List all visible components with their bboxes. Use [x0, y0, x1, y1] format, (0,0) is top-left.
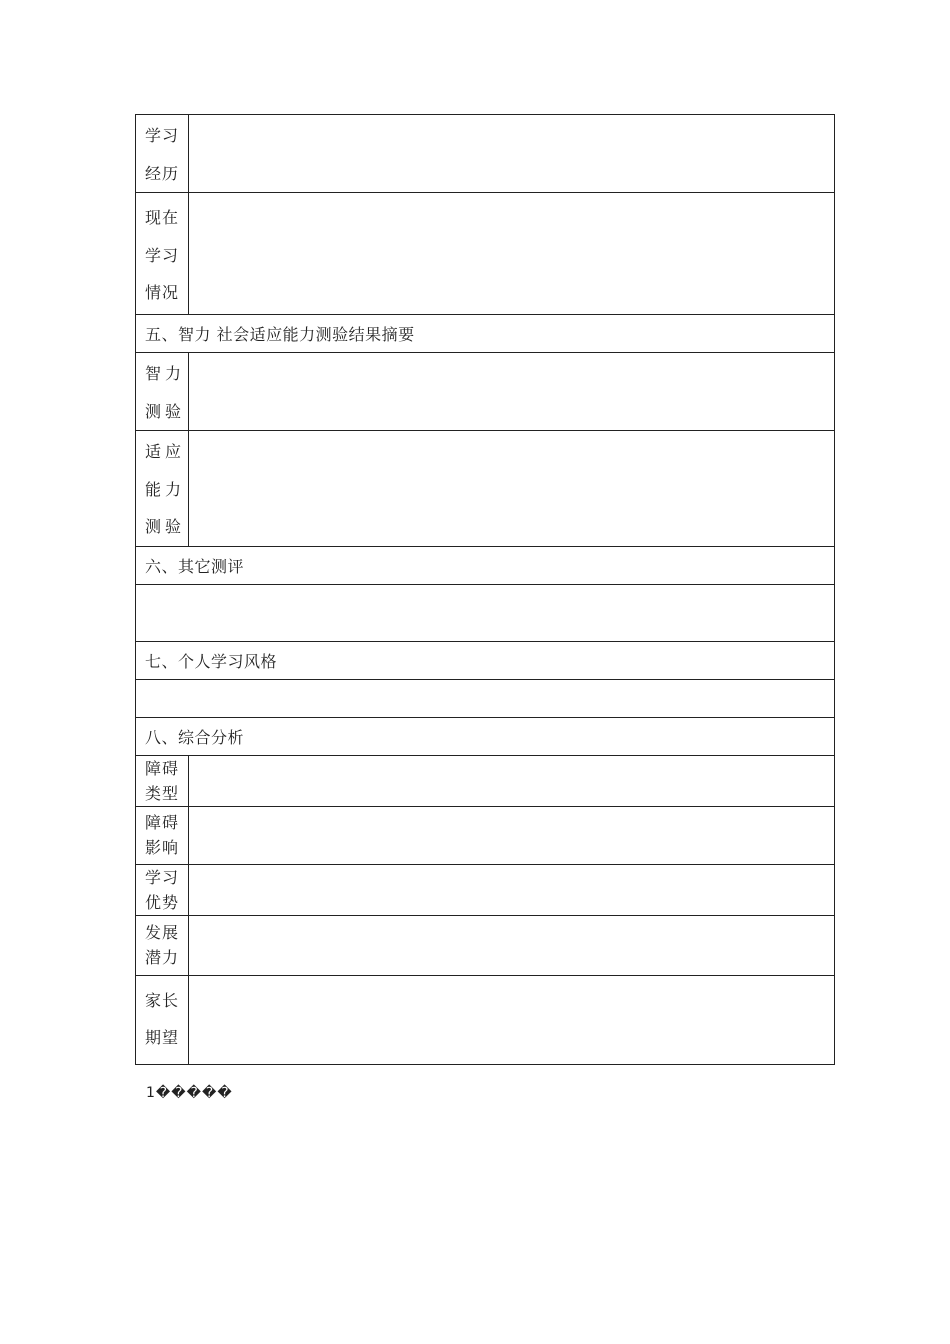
field-study-history[interactable]	[189, 115, 835, 193]
assessment-form-table	[135, 114, 835, 1065]
field-disability-type[interactable]	[189, 755, 835, 806]
row-disability-impact	[136, 806, 835, 864]
footer-note: 1�����	[146, 1085, 233, 1101]
label-development-potential: 发展 潜力	[136, 915, 189, 975]
row-adaptive-test	[136, 431, 835, 547]
label-disability-impact: 障碍 影响	[136, 806, 189, 864]
row-development-potential	[136, 915, 835, 975]
row-current-study	[136, 193, 835, 315]
field-current-study[interactable]	[189, 193, 835, 315]
row-parent-expectation	[136, 975, 835, 1064]
label-adaptive-test: 适应 能力 测验	[136, 431, 189, 547]
field-adaptive-test[interactable]	[189, 431, 835, 547]
row-section-8	[136, 717, 835, 755]
label-current-study: 现在 学习 情况	[136, 193, 189, 315]
row-section-5	[136, 315, 835, 353]
field-learning-style[interactable]	[136, 679, 835, 717]
section-heading-6: 六、其它测评	[136, 546, 835, 584]
label-iq-test: 智力 测验	[136, 353, 189, 431]
row-iq-test	[136, 353, 835, 431]
row-section-7-content	[136, 679, 835, 717]
field-parent-expectation[interactable]	[189, 975, 835, 1064]
row-learning-strength	[136, 864, 835, 915]
field-learning-strength[interactable]	[189, 864, 835, 915]
section-heading-7: 七、个人学习风格	[136, 641, 835, 679]
row-study-history	[136, 115, 835, 193]
row-section-6-content	[136, 584, 835, 641]
label-study-history: 学习 经历	[136, 115, 189, 193]
section-heading-8: 八、综合分析	[136, 717, 835, 755]
label-learning-strength: 学习 优势	[136, 864, 189, 915]
section-heading-5: 五、智力 社会适应能力测验结果摘要	[136, 315, 835, 353]
field-development-potential[interactable]	[189, 915, 835, 975]
field-other-assessments[interactable]	[136, 584, 835, 641]
label-parent-expectation: 家长 期望	[136, 975, 189, 1064]
row-section-7	[136, 641, 835, 679]
row-section-6	[136, 546, 835, 584]
field-iq-test[interactable]	[189, 353, 835, 431]
row-disability-type	[136, 755, 835, 806]
field-disability-impact[interactable]	[189, 806, 835, 864]
label-disability-type: 障碍 类型	[136, 755, 189, 806]
